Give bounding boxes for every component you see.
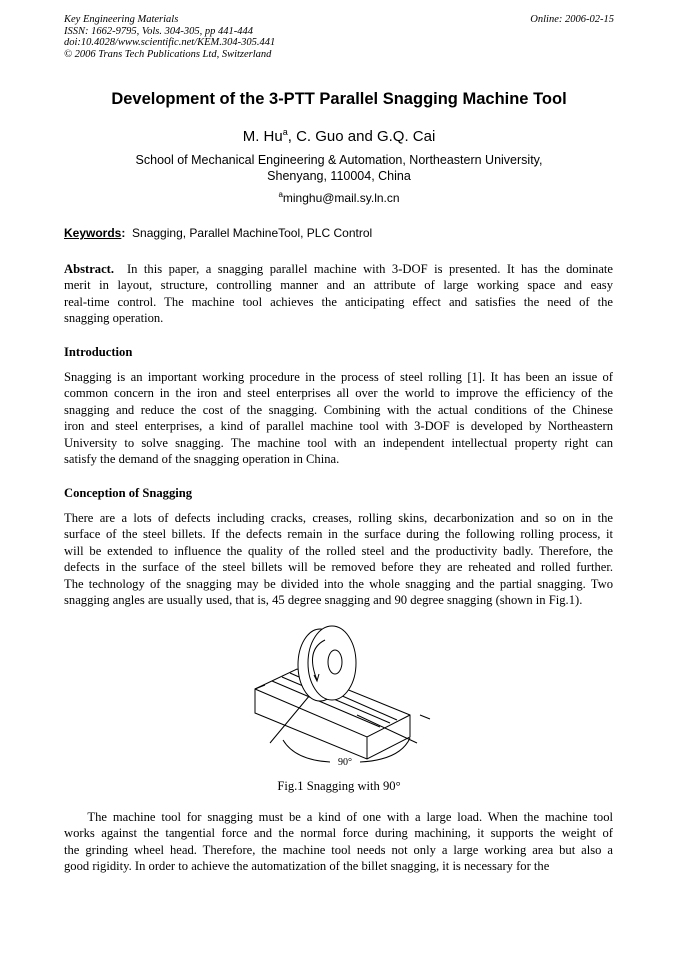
doi: doi:10.4028/www.scientific.net/KEM.304-305.441	[64, 37, 276, 48]
text-line	[64, 825, 613, 841]
keywords-sep: :	[121, 226, 126, 240]
journal-info	[64, 14, 275, 60]
text-line	[64, 451, 613, 467]
online-date: Online: 2006-02-15	[530, 14, 614, 25]
email-sup: a	[278, 190, 283, 199]
line-text: Snagging is an important working procedure in the process of steel rolling [1]. It has been an issue of	[64, 370, 613, 384]
line-text: will be extended to influence the quality of the rolled steel and the productivity badly. Therefore, the	[64, 543, 613, 558]
text-line	[64, 277, 613, 293]
line-text: defects in the surface of the steel billets will be removed before they are reheated and rolled further.	[64, 560, 613, 575]
line-text: snagging angles are usually used, that is, 45 degree snagging and 90 degree snagging (shown in Fig.1).	[64, 592, 583, 607]
text-line	[64, 809, 613, 825]
line-text: University to solve snagging. The machine tool with an independent intellectual property right can	[64, 435, 613, 450]
text-line	[64, 385, 613, 401]
text-line	[64, 559, 613, 575]
author-rest: , C. Guo and G.Q. Cai	[287, 128, 436, 145]
line-text: works against the tangential force and the normal force during machining, it supports the weight of	[64, 826, 613, 841]
line-text: satisfy the demand of the snagging operation in China.	[64, 451, 340, 466]
text-line	[64, 294, 613, 310]
line-text: There are a lots of defects including cracks, creases, rolling skins, decarbonization and so on in the	[64, 511, 613, 525]
affiliation-line: School of Mechanical Engineering & Automation, Northeastern University,	[135, 153, 543, 167]
email-text: minghu@mail.sy.ln.cn	[282, 191, 400, 205]
text-line	[64, 858, 613, 874]
copyright: © 2006 Trans Tech Publications Ltd, Switzerland	[64, 48, 272, 60]
line-text: The machine tool for snagging must be a kind of one with a large load. When the machine tool	[64, 810, 614, 824]
text-line	[64, 261, 613, 277]
text-line	[64, 435, 613, 451]
line-text: iron and steel enterprises, a kind of parallel machine tool with 3-DOF is developed by Northeastern	[64, 419, 613, 434]
line-text: surface of the steel billets. If the defects remain in the surface during the following rolling process, it	[64, 527, 613, 542]
conception-paragraph	[64, 510, 613, 608]
keywords-label: Keywords	[64, 226, 122, 240]
line-text: The technology of the snagging may be divided into the whole snagging and the partial snagging. Two	[64, 576, 613, 591]
text-line	[64, 402, 613, 418]
body-paragraph	[64, 809, 613, 875]
text-line	[64, 576, 613, 592]
authors	[0, 127, 678, 145]
introduction-paragraph	[64, 369, 613, 467]
line-text: merit in layout, structure, controlling manner and an attribute of large working space and easy	[64, 278, 613, 293]
text-line	[64, 526, 613, 542]
figure-snagging-diagram	[235, 625, 435, 775]
author-sup: a	[282, 127, 288, 137]
line-text: snagging operation.	[64, 311, 164, 326]
author-1: M. Hu	[242, 128, 283, 145]
line-text: real-time control. The machine tool achieves the anticipating effect and satisfies the need of the	[64, 294, 613, 309]
text-line	[64, 543, 613, 559]
text-line	[64, 418, 613, 434]
line-text: snagging and reduce the cost of the snagging. Combining with the actual conditions of the Chinese	[64, 402, 613, 417]
figure-caption: Fig.1 Snagging with 90°	[277, 779, 401, 793]
email	[0, 190, 678, 205]
line-text: good rigidity. In order to achieve the automatization of the billet snagging, it is necessary for the	[64, 859, 550, 874]
abstract-label: Abstract.	[64, 262, 115, 276]
keywords-text: Snagging, Parallel MachineTool, PLC Control	[132, 226, 373, 240]
section-heading: Introduction	[64, 345, 133, 359]
text-line	[64, 510, 613, 526]
text-line	[64, 842, 613, 858]
abstract	[64, 261, 613, 327]
affiliation-line: Shenyang, 110004, China	[267, 169, 411, 183]
section-heading: Conception of Snagging	[64, 486, 193, 500]
journal-name: Key Engineering Materials	[64, 14, 179, 25]
line-text: common concern in the iron and steel enterprises all over the world to improve the efficiency of the	[64, 386, 613, 401]
text-line	[64, 592, 613, 608]
affiliation	[0, 152, 678, 184]
text-line	[64, 369, 613, 385]
line-text: the grinding wheel head. Therefore, the machine tool needs not only a large working area but also a	[64, 842, 613, 857]
angle-label: 90°	[338, 757, 352, 768]
line-text: In this paper, a snagging parallel machine with 3-DOF is presented. It has the dominate	[126, 262, 613, 276]
issn: ISSN: 1662-9795, Vols. 304-305, pp 441-444	[64, 25, 253, 37]
paper-title: Development of the 3-PTT Parallel Snagging Machine Tool	[111, 90, 567, 108]
keywords	[64, 226, 372, 240]
text-line	[64, 310, 613, 326]
